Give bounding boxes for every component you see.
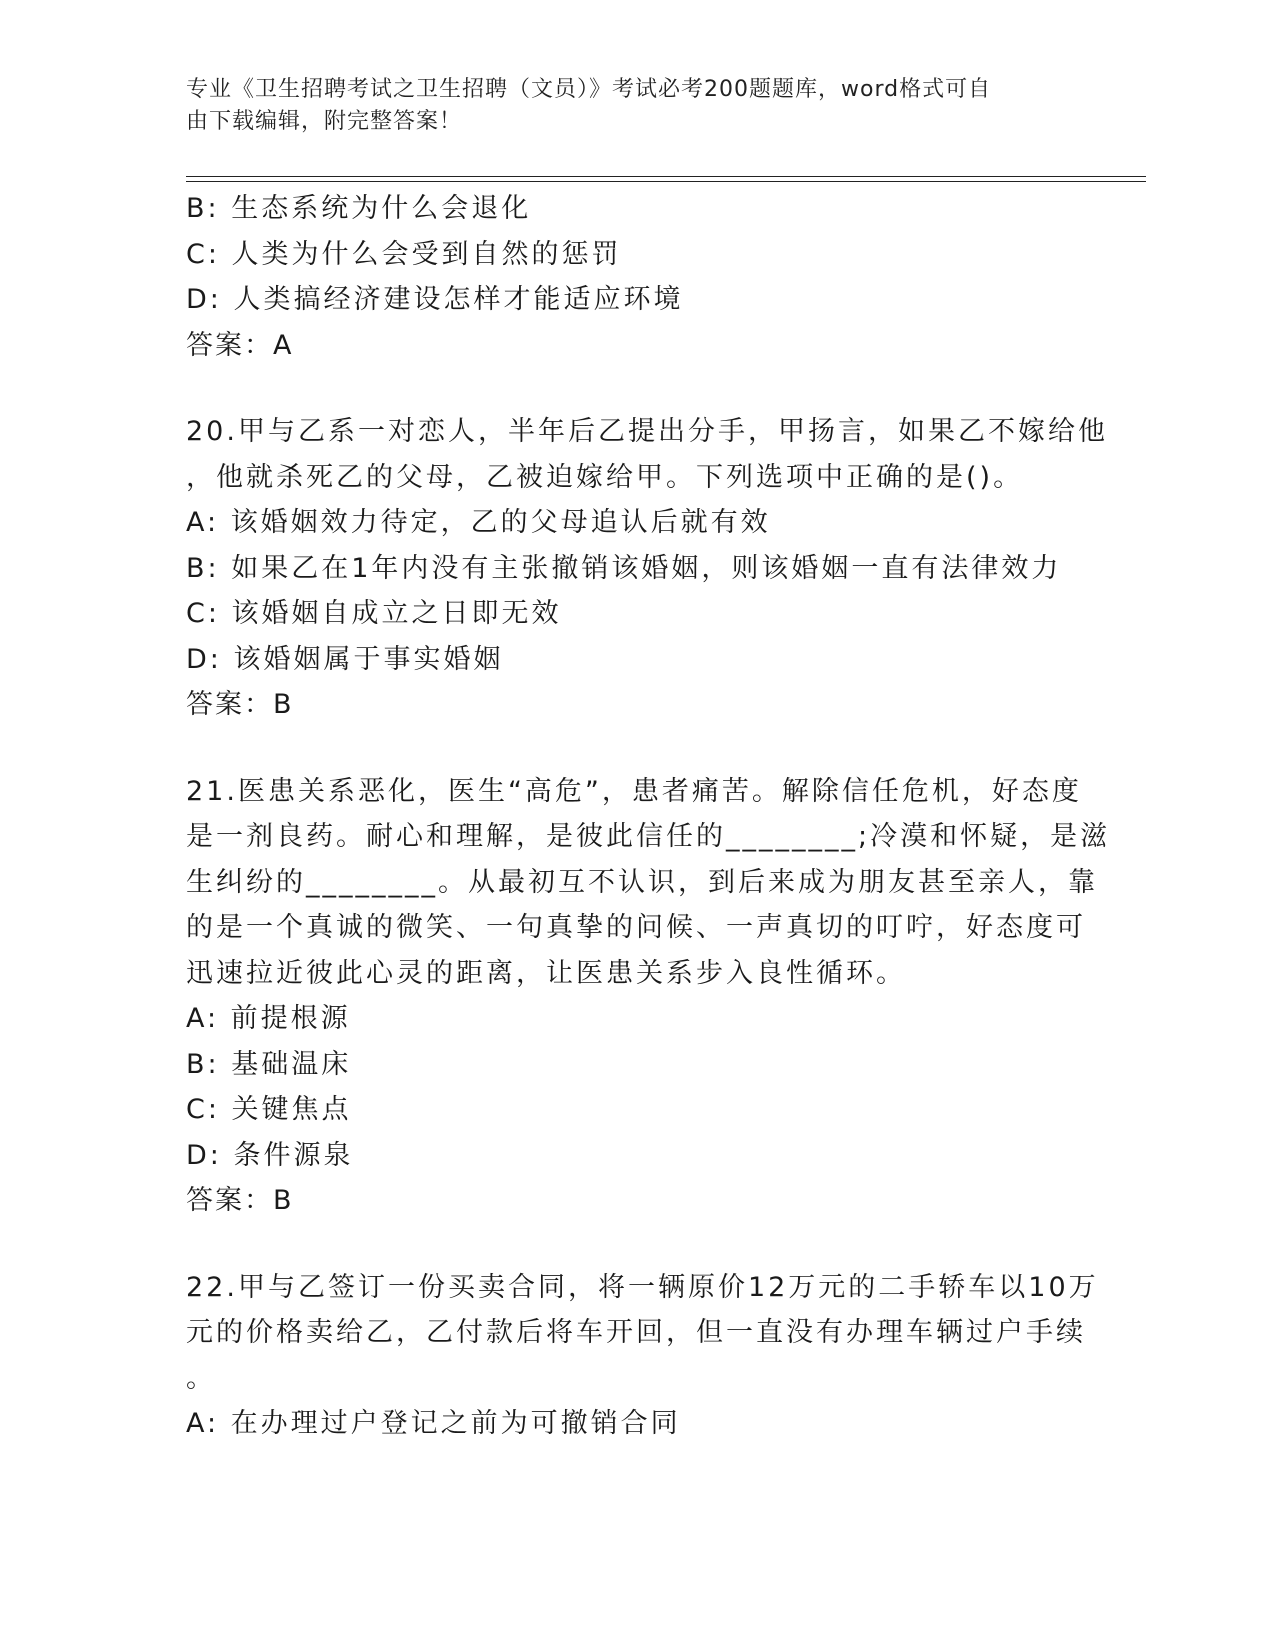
question-text-line: 20.甲与乙系一对恋人，半年后乙提出分手，甲扬言，如果乙不嫁给他 bbox=[186, 416, 1108, 447]
header-rule-top bbox=[186, 176, 1146, 177]
question-text-line: 22.甲与乙签订一份买卖合同，将一辆原价12万元的二手轿车以10万 bbox=[186, 1271, 1099, 1303]
option-a: A: 在办理过户登记之前为可撤销合同 bbox=[186, 1408, 681, 1439]
document-body bbox=[186, 186, 1111, 1447]
option-b: B: 基础温床 bbox=[186, 1048, 352, 1080]
spacer bbox=[186, 368, 1066, 409]
option-a: A: 该婚姻效力待定，乙的父母追认后就有效 bbox=[186, 507, 771, 538]
option-b: B: 如果乙在1年内没有主张撤销该婚姻，则该婚姻一直有法律效力 bbox=[186, 552, 1062, 584]
header-line-1: 专业《卫生招聘考试之卫生招聘（文员）》考试必考200题题库，word格式可自 bbox=[186, 77, 992, 102]
option-d: D: 条件源泉 bbox=[186, 1139, 354, 1171]
question-text-line: 21.医患关系恶化，医生“高危”，患者痛苦。解除信任危机，好态度 bbox=[186, 775, 1082, 807]
option-c: C: 该婚姻自成立之日即无效 bbox=[186, 598, 562, 629]
question-text-line: 是一剂良药。耐心和理解，是彼此信任的________;冷漠和怀疑，是滋 bbox=[186, 821, 1111, 852]
question-20 bbox=[186, 409, 1108, 728]
document-header bbox=[186, 74, 1066, 138]
option-a: A: 前提根源 bbox=[186, 1003, 351, 1034]
question-22 bbox=[186, 1265, 1099, 1447]
option-b: B: 生态系统为什么会退化 bbox=[186, 193, 532, 224]
question-21 bbox=[186, 769, 1111, 1224]
answer-line: 答案：A bbox=[186, 329, 294, 361]
spacer bbox=[186, 728, 1066, 769]
option-c: C: 人类为什么会受到自然的惩罚 bbox=[186, 238, 622, 270]
question-text-line: 。 bbox=[186, 1362, 216, 1394]
question-text-line: ，他就杀死乙的父母，乙被迫嫁给甲。下列选项中正确的是()。 bbox=[186, 461, 1024, 493]
header-line-2: 由下载编辑，附完整答案！ bbox=[186, 109, 463, 134]
question-text-line: 生纠纷的________。从最初互不认识，到后来成为朋友甚至亲人，靠 bbox=[186, 866, 1098, 898]
spacer bbox=[186, 1224, 1066, 1265]
question-19-continued bbox=[186, 186, 1066, 368]
answer-line: 答案：B bbox=[186, 689, 294, 720]
question-text-line: 迅速拉近彼此心灵的距离，让医患关系步入良性循环。 bbox=[186, 957, 906, 989]
header-rule-bottom bbox=[186, 181, 1146, 182]
option-c: C: 关键焦点 bbox=[186, 1094, 352, 1125]
answer-line: 答案：B bbox=[186, 1185, 294, 1216]
question-text-line: 元的价格卖给乙，乙付款后将车开回，但一直没有办理车辆过户手续 bbox=[186, 1317, 1086, 1348]
question-text-line: 的是一个真诚的微笑、一句真挚的问候、一声真切的叮咛，好态度可 bbox=[186, 912, 1086, 943]
option-d: D: 该婚姻属于事实婚姻 bbox=[186, 643, 504, 675]
option-d: D: 人类搞经济建设怎样才能适应环境 bbox=[186, 284, 684, 315]
